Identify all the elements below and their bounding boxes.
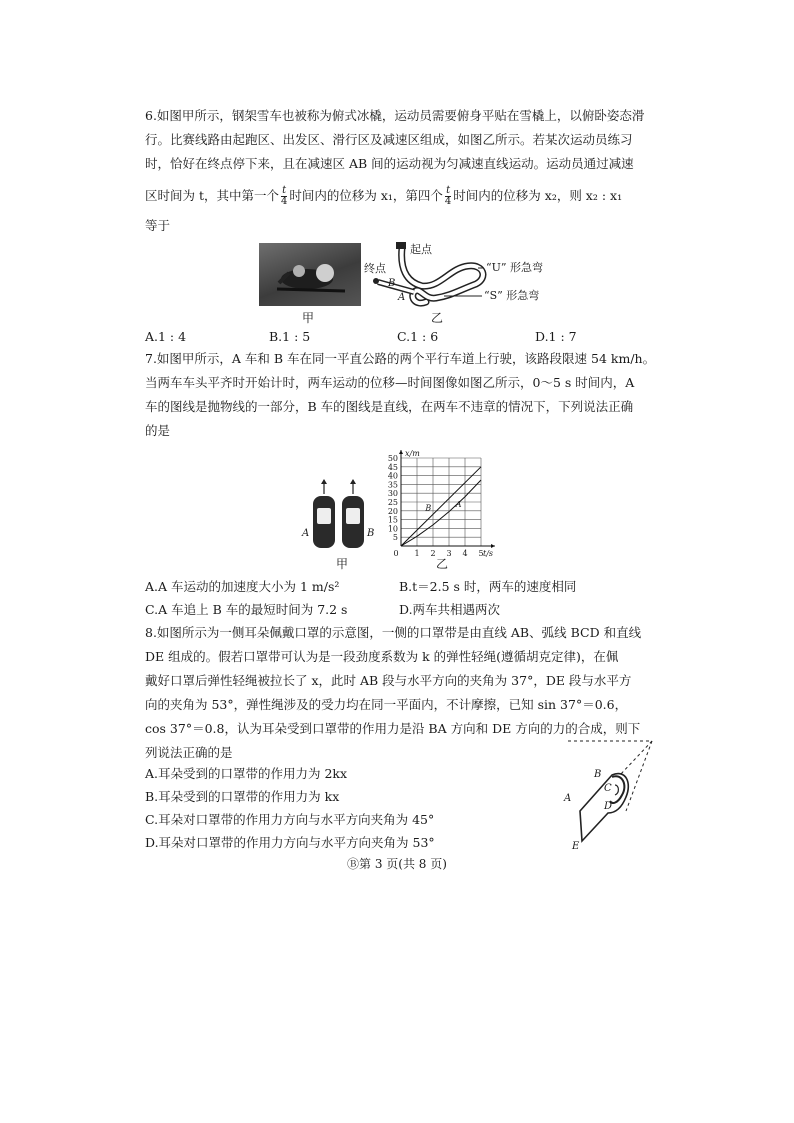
y-tick-label: 35	[387, 480, 398, 490]
q6-line4	[145, 186, 622, 207]
x-axis-label: t/s	[483, 549, 494, 558]
q8-line2: DE 组成的。假若口罩带可认为是一段劲度系数为 k 的弹性轻绳(遵循胡克定律)，在佩	[145, 649, 619, 664]
q7-line4: 的是	[145, 423, 171, 438]
q8-option-a: A.耳朵受到的口罩带的作用力为 2kx	[145, 766, 348, 781]
x-tick-label: 3	[446, 549, 452, 558]
y-tick-label: 50	[387, 454, 398, 463]
skeleton-sled-photo	[259, 243, 361, 306]
fig-jia-label: 甲	[302, 311, 315, 325]
q8-line4: 向的夹角为 53°，弹性绳涉及的受力均在同一平面内，不计摩擦，已知 sin 37°＝0.6，	[145, 697, 628, 712]
series-line-b	[401, 467, 481, 546]
y-tick-label: 45	[387, 462, 398, 472]
q6-option-c: C.1 : 6	[397, 329, 439, 344]
mask-point-e: E	[572, 841, 580, 851]
q6-line1: 6.如图甲所示，钢架雪车也被称为俯式冰橇，运动员需要俯身平贴在雪橇上，以俯卧姿态滑	[145, 108, 645, 123]
q8-line3: 戴好口罩后弹性轻绳被拉长了 x，此时 AB 段与水平方向的夹角为 37°，DE 段与水平方	[145, 673, 632, 688]
q7-line2: 当两车车头平齐时开始计时，两车运动的位移—时间图像如图乙所示，0～5 s 时间内，A	[145, 375, 635, 390]
point-b-label: B	[388, 278, 396, 289]
x-tick-label: 1	[414, 549, 420, 558]
q6-line4-c: 时间内的位移为 x₂，则 x₂ : x₁	[453, 188, 623, 203]
y-tick-label: 30	[387, 489, 398, 499]
mask-point-d: D	[604, 801, 613, 812]
xt-chart	[375, 448, 510, 563]
q8-option-b: B.耳朵受到的口罩带的作用力为 kx	[145, 789, 340, 804]
y-tick-label: 25	[387, 498, 398, 507]
y-axis-arrow	[399, 450, 403, 454]
q7-line3: 车的图线是抛物线的一部分，B 车的图线是直线，在两车不违章的情况下，下列说法正确	[145, 399, 634, 414]
page-footer: Ⓑ第 3 页(共 8 页)	[347, 857, 447, 871]
q6-option-a: A.1 : 4	[145, 329, 187, 344]
mask-point-a: A	[564, 793, 572, 804]
s-turn-label: “S” 形急弯	[484, 289, 540, 302]
u-turn-label: “U” 形急弯	[486, 261, 544, 274]
chart-labels	[388, 449, 493, 558]
two-cars-figure	[300, 478, 380, 552]
fig7-yi-label: 乙	[436, 557, 449, 571]
q6-line4-b: 时间内的位移为 x₁，第四个	[289, 188, 443, 203]
x-tick-label: 0	[393, 549, 399, 558]
fraction-t-over-4-second: $\frac{t}{4}$	[444, 185, 452, 207]
y-tick-label: 10	[387, 524, 398, 534]
q8-line1: 8.如图所示为一侧耳朵佩戴口罩的示意图，一侧的口罩带是由直线 AB、弧线 BCD 和直线	[145, 625, 642, 640]
track-end-label: 终点	[364, 262, 386, 275]
series-label-a: A	[455, 499, 462, 509]
mask-point-c: C	[604, 783, 612, 794]
q6-option-d: D.1 : 7	[535, 329, 577, 344]
series-line-a	[401, 480, 481, 546]
x-axis-arrow	[491, 544, 495, 548]
q7-option-b: B.t＝2.5 s 时，两车的速度相同	[399, 579, 577, 594]
chart-series	[401, 467, 481, 546]
car-a-label: A	[302, 528, 310, 539]
q7-option-d: D.两车共相遇两次	[399, 602, 501, 617]
q8-line5: cos 37°＝0.8，认为耳朵受到口罩带的作用力是沿 BA 方向和 DE 方向的力的合成，则下	[145, 721, 641, 736]
q8-line6: 列说法正确的是	[145, 745, 233, 760]
q7-option-c: C.A 车追上 B 车的最短时间为 7.2 s	[145, 602, 348, 617]
point-a-label: A	[398, 292, 406, 303]
x-tick-label: 2	[430, 549, 436, 558]
mask-point-b: B	[594, 769, 602, 780]
y-tick-label: 40	[387, 471, 398, 481]
q6-line5: 等于	[145, 218, 171, 233]
y-tick-label: 15	[387, 515, 398, 525]
fig-yi-label: 乙	[431, 311, 444, 325]
car-b	[342, 479, 364, 548]
car-a	[313, 479, 335, 548]
series-label-b: B	[425, 503, 432, 513]
q8-option-c: C.耳朵对口罩带的作用力方向与水平方向夹角为 45°	[145, 812, 435, 827]
chart-grid	[401, 458, 481, 546]
track-diagram	[360, 238, 570, 323]
q6-line3: 时，恰好在终点停下来，且在减速区 AB 间的运动视为匀减速直线运动。运动员通过减速	[145, 156, 634, 171]
y-tick-label: 5	[392, 533, 398, 543]
q8-option-d: D.耳朵对口罩带的作用力方向与水平方向夹角为 53°	[145, 835, 435, 850]
q6-line2: 行。比赛线路由起跑区、出发区、滑行区及减速区组成，如图乙所示。若某次运动员练习	[145, 132, 633, 147]
q6-option-b: B.1 : 5	[269, 329, 311, 344]
y-tick-label: 20	[387, 506, 398, 516]
ear-mask-diagram	[560, 735, 660, 851]
fig7-jia-label: 甲	[336, 557, 349, 571]
q7-option-a: A.A 车运动的加速度大小为 1 m/s²	[145, 579, 340, 594]
x-tick-label: 5	[478, 549, 484, 558]
y-axis-label: x/m	[405, 449, 420, 458]
sled-rider-figure	[259, 243, 361, 306]
q6-line4-a: 区时间为 t，其中第一个	[145, 188, 279, 203]
x-tick-label: 4	[462, 549, 468, 558]
track-start-label: 起点	[410, 243, 432, 256]
car-b-label: B	[367, 528, 375, 539]
q7-line1: 7.如图甲所示，A 车和 B 车在同一平直公路的两个平行车道上行驶，该路段限速 54 km/h。	[145, 351, 656, 366]
fraction-t-over-4: $\frac{t}{4}$	[281, 185, 288, 207]
